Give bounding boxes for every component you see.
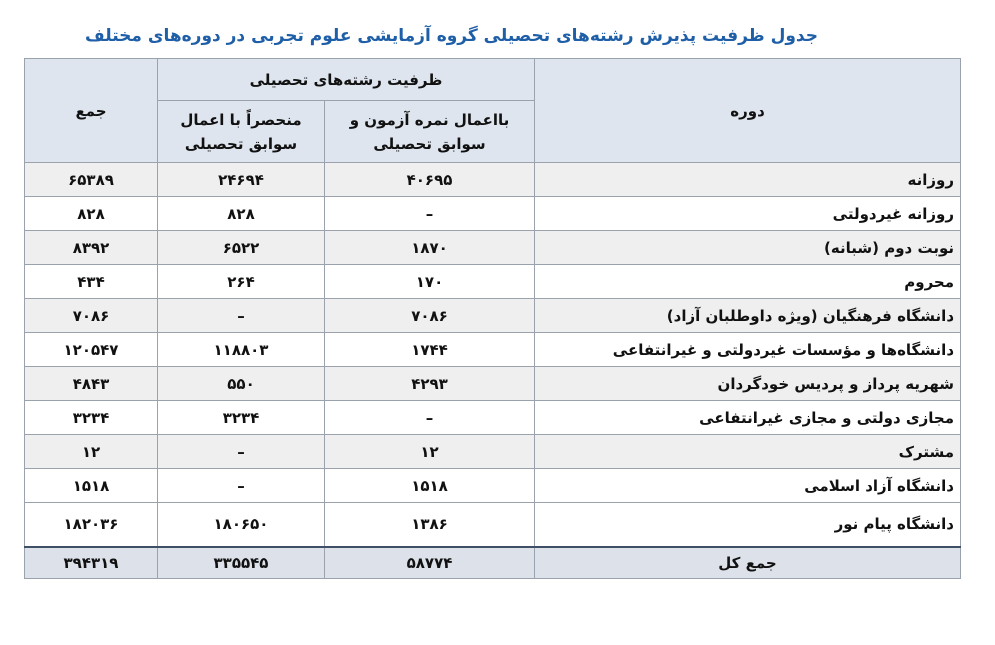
cell-exam: ۷۰۸۶: [325, 299, 535, 333]
cell-total: ۴۳۴: [25, 265, 158, 299]
cell-records: ۳۲۳۴: [158, 401, 325, 435]
cell-course: دانشگاه فرهنگیان (ویژه داوطلبان آزاد): [535, 299, 961, 333]
cell-course: نوبت دوم (شبانه): [535, 231, 961, 265]
table-row: [25, 299, 961, 333]
cell-course: شهریه پرداز و پردیس خودگردان: [535, 367, 961, 401]
cell-total: ۶۵۳۸۹: [25, 163, 158, 197]
table-row: [25, 197, 961, 231]
cell-exam: ۴۲۹۳: [325, 367, 535, 401]
table-row: [25, 333, 961, 367]
cell-records: ۸۲۸: [158, 197, 325, 231]
grand-total-records: ۳۳۵۵۴۵: [158, 547, 325, 579]
table-row: [25, 401, 961, 435]
cell-records: ۱۸۰۶۵۰: [158, 503, 325, 547]
cell-records: ۶۵۲۲: [158, 231, 325, 265]
table-row: [25, 435, 961, 469]
cell-exam: ۱۷۰: [325, 265, 535, 299]
table-row: [25, 231, 961, 265]
cell-total: ۸۲۸: [25, 197, 158, 231]
cell-course: دانشگاه پیام نور: [535, 503, 961, 547]
cell-exam: ۱۵۱۸: [325, 469, 535, 503]
table-row: [25, 367, 961, 401]
cell-exam: ۱۷۴۴: [325, 333, 535, 367]
grand-total-value: ۳۹۴۳۱۹: [25, 547, 158, 579]
cell-exam: ۱۲: [325, 435, 535, 469]
cell-course: محروم: [535, 265, 961, 299]
table-row: [25, 265, 961, 299]
cell-records: ۱۱۸۸۰۳: [158, 333, 325, 367]
cell-total: ۸۳۹۲: [25, 231, 158, 265]
cell-records: –: [158, 435, 325, 469]
table-row: [25, 469, 961, 503]
header-total: جمع: [25, 59, 158, 163]
cell-exam: ۱۳۸۶: [325, 503, 535, 547]
cell-records: –: [158, 299, 325, 333]
cell-course: روزانه: [535, 163, 961, 197]
cell-total: ۱۵۱۸: [25, 469, 158, 503]
cell-exam: –: [325, 197, 535, 231]
cell-total: ۷۰۸۶: [25, 299, 158, 333]
grand-total-label: جمع کل: [535, 547, 961, 579]
table-row: [25, 163, 961, 197]
table-title: جدول ظرفیت پذیرش رشته‌های تحصیلی گروه آزمایشی علوم تجربی در دوره‌های مختلف: [85, 26, 818, 46]
grand-total-exam: ۵۸۷۷۴: [325, 547, 535, 579]
cell-total: ۱۲۰۵۴۷: [25, 333, 158, 367]
cell-total: ۱۲: [25, 435, 158, 469]
cell-exam: ۴۰۶۹۵: [325, 163, 535, 197]
cell-records: ۲۴۶۹۴: [158, 163, 325, 197]
cell-total: ۱۸۲۰۳۶: [25, 503, 158, 547]
cell-records: ۵۵۰: [158, 367, 325, 401]
cell-course: مشترک: [535, 435, 961, 469]
cell-records: ۲۶۴: [158, 265, 325, 299]
cell-course: دانشگاه‌ها و مؤسسات غیردولتی و غیرانتفاعی: [535, 333, 961, 367]
cell-records: –: [158, 469, 325, 503]
cell-total: ۳۲۳۴: [25, 401, 158, 435]
cell-exam: ۱۸۷۰: [325, 231, 535, 265]
header-exam-and-records: بااعمال نمره آزمون و سوابق تحصیلی: [325, 101, 535, 163]
table-row: [25, 503, 961, 547]
header-course: دوره: [535, 59, 961, 163]
header-records-only: منحصراً با اعمال سوابق تحصیلی: [158, 101, 325, 163]
cell-total: ۴۸۴۳: [25, 367, 158, 401]
cell-course: روزانه غیردولتی: [535, 197, 961, 231]
capacity-table: [24, 58, 961, 579]
grand-total-row: [25, 547, 961, 579]
cell-exam: –: [325, 401, 535, 435]
cell-course: دانشگاه آزاد اسلامی: [535, 469, 961, 503]
cell-course: مجازی دولتی و مجازی غیرانتفاعی: [535, 401, 961, 435]
header-capacity: ظرفیت رشته‌های تحصیلی: [158, 59, 535, 101]
